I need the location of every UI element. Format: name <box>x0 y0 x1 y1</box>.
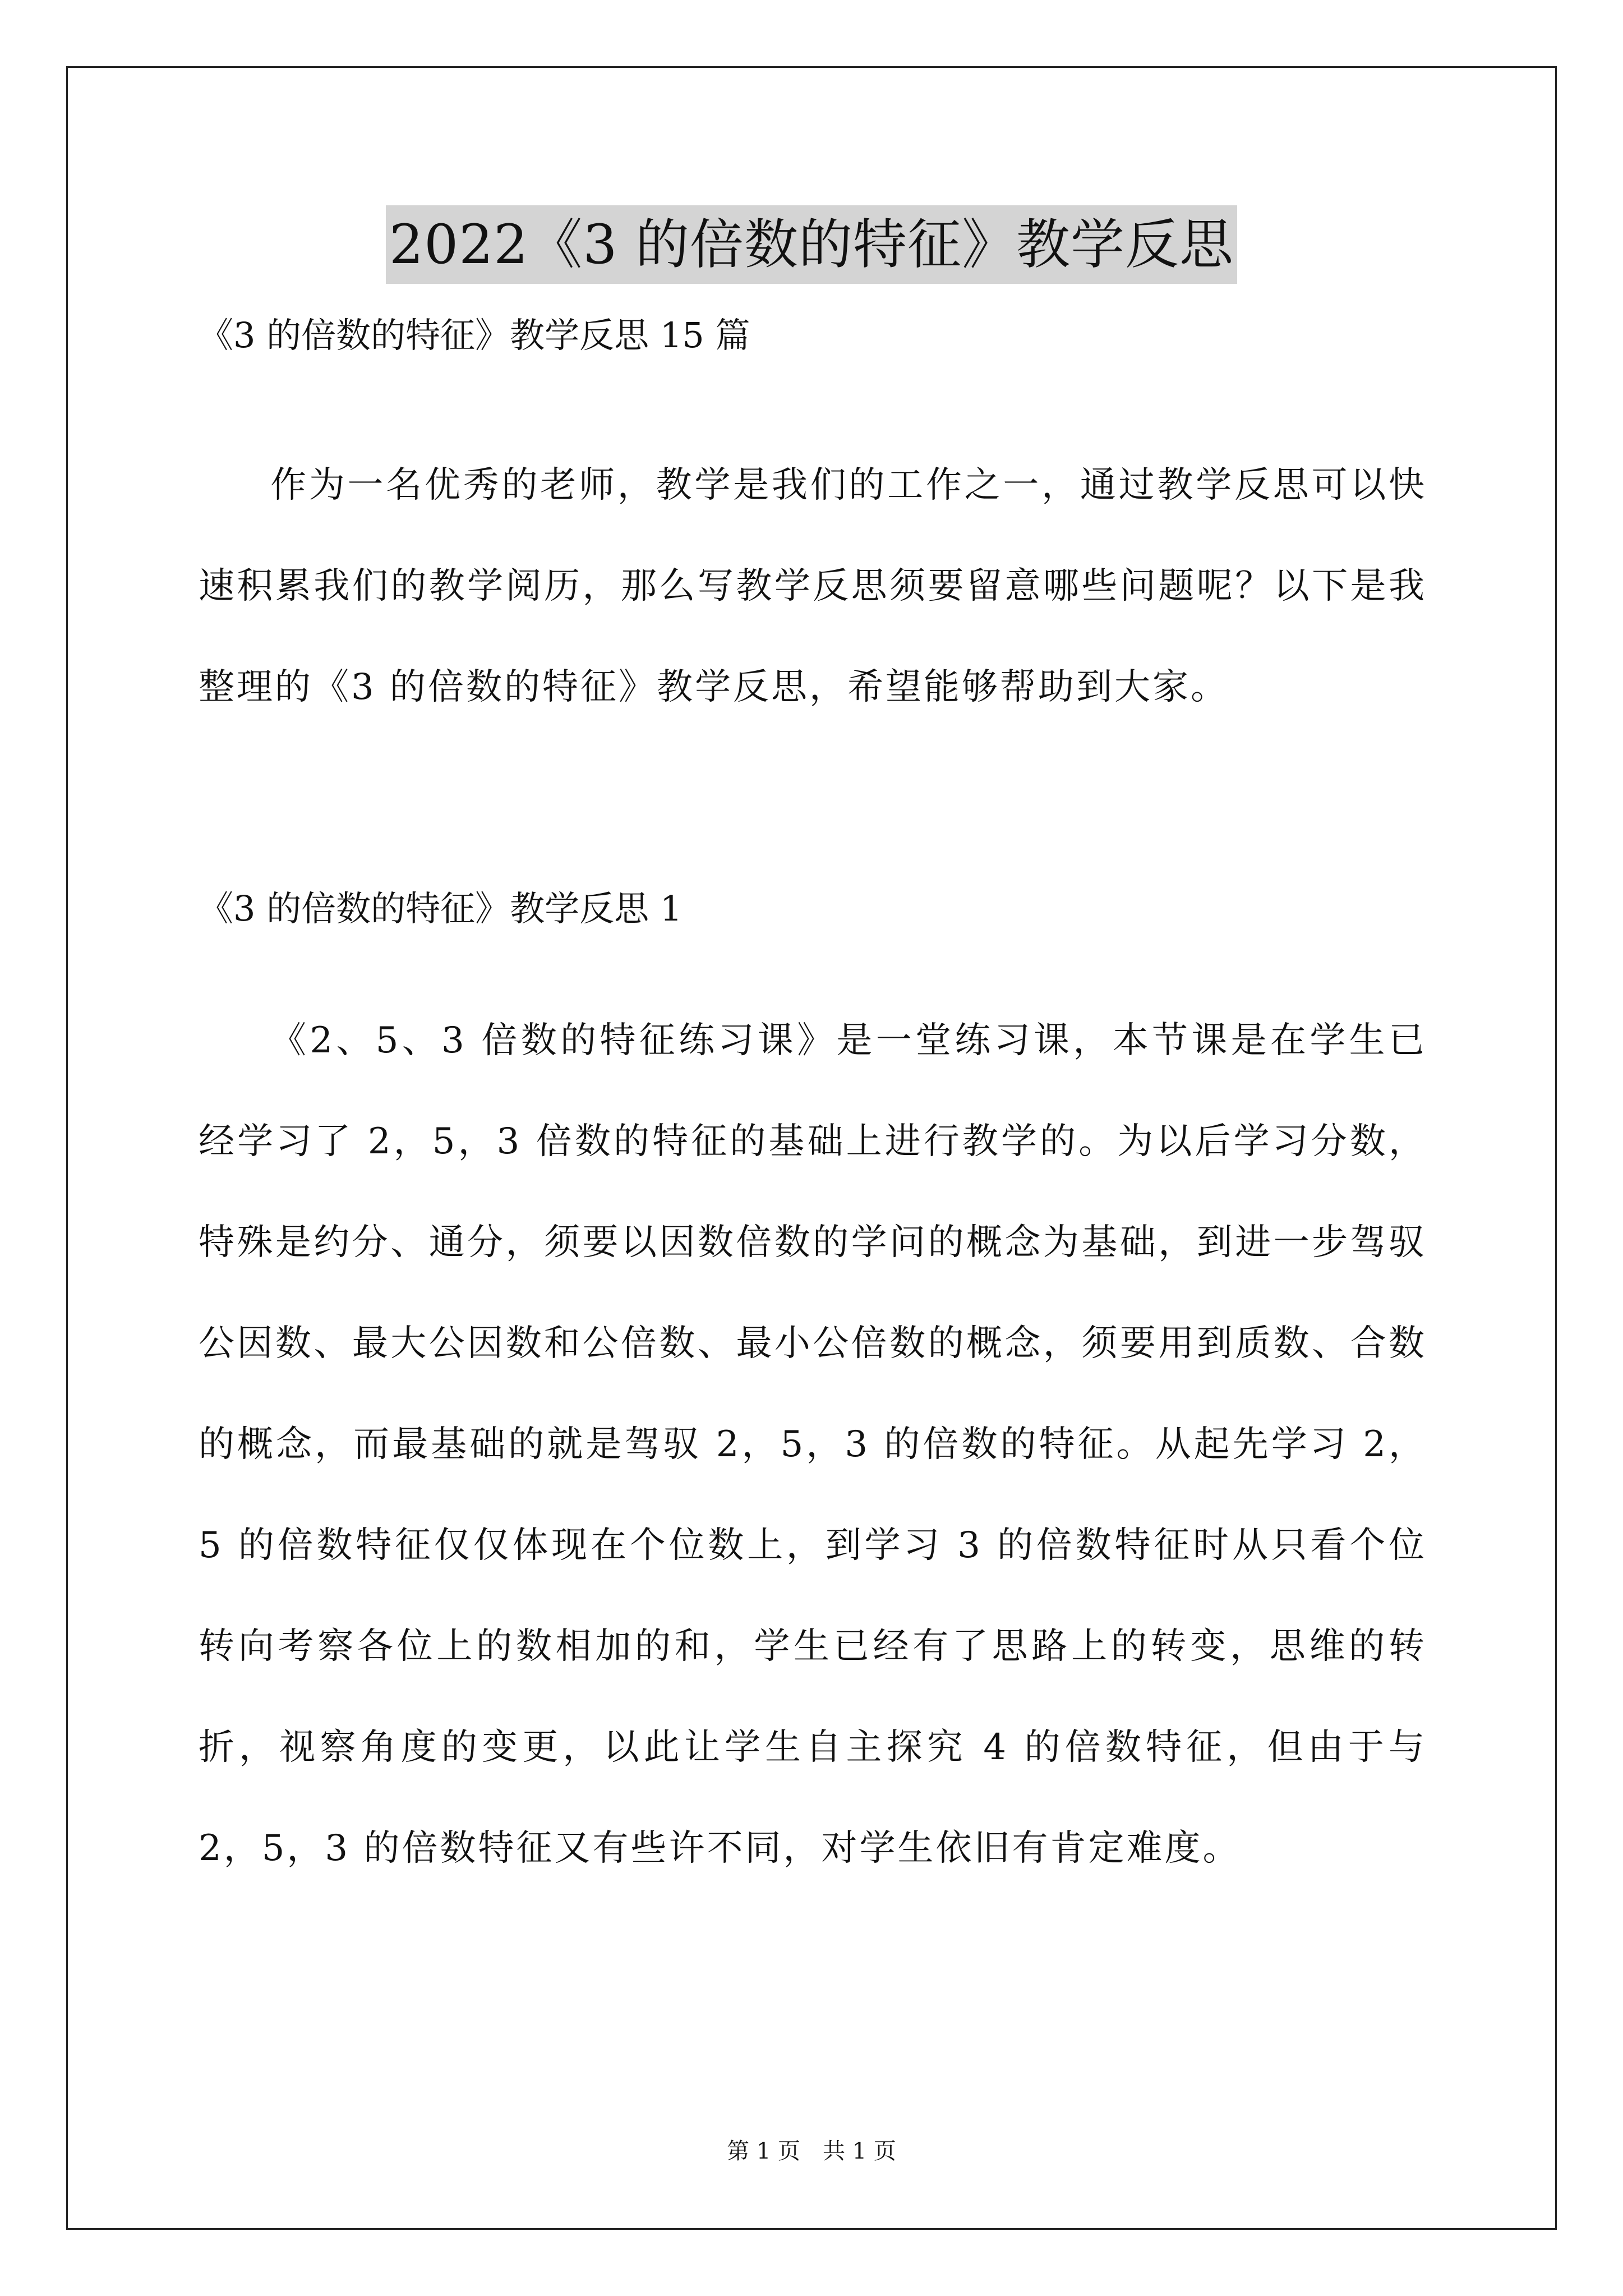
document-title: 2022《3 的倍数的特征》教学反思 <box>386 205 1237 284</box>
intro-paragraph: 作为一名优秀的老师，教学是我们的工作之一，通过教学反思可以快速积累我们的教学阅历，那么写教学反思须要留意哪些问题呢？以下是我整理的《3 的倍数的特征》教学反思，希望能够帮助到大家。 <box>199 464 1427 708</box>
page-footer: 第 1 页 共 1 页 <box>727 2138 896 2164</box>
section-body-paragraph: 《2、5、3 倍数的特征练习课》是一堂练习课，本节课是在学生已经学习了 2，5，3 倍数的特征的基础上进行教学的。为以后学习分数，特殊是约分、通分，须要以因数倍数的学问的概念为基础，到进一步驾驭公因数、最大公因数和公倍数、最小公倍数的概念，须要用到质数、合数的概念，而最基础的就是驾驭 2，5，3 的倍数的特征。从起先学习 2，5 的倍数特征仅仅体现在个位数上，到学习 3 的倍数特征时从只看个位转向考察各位上的数相加的和，学生已经有了思路上的转变，思维的转折，视察角度的变更，以此让学生自主探究 4 的倍数特征，但由于与 2，5，3 的倍数特征又有些许不同，对学生依旧有肯定难度。 <box>199 1020 1427 1869</box>
document-subtitle: 《3 的倍数的特征》教学反思 15 篇 <box>199 315 750 356</box>
section-heading: 《3 的倍数的特征》教学反思 1 <box>199 888 683 929</box>
title-container <box>0 205 1623 284</box>
